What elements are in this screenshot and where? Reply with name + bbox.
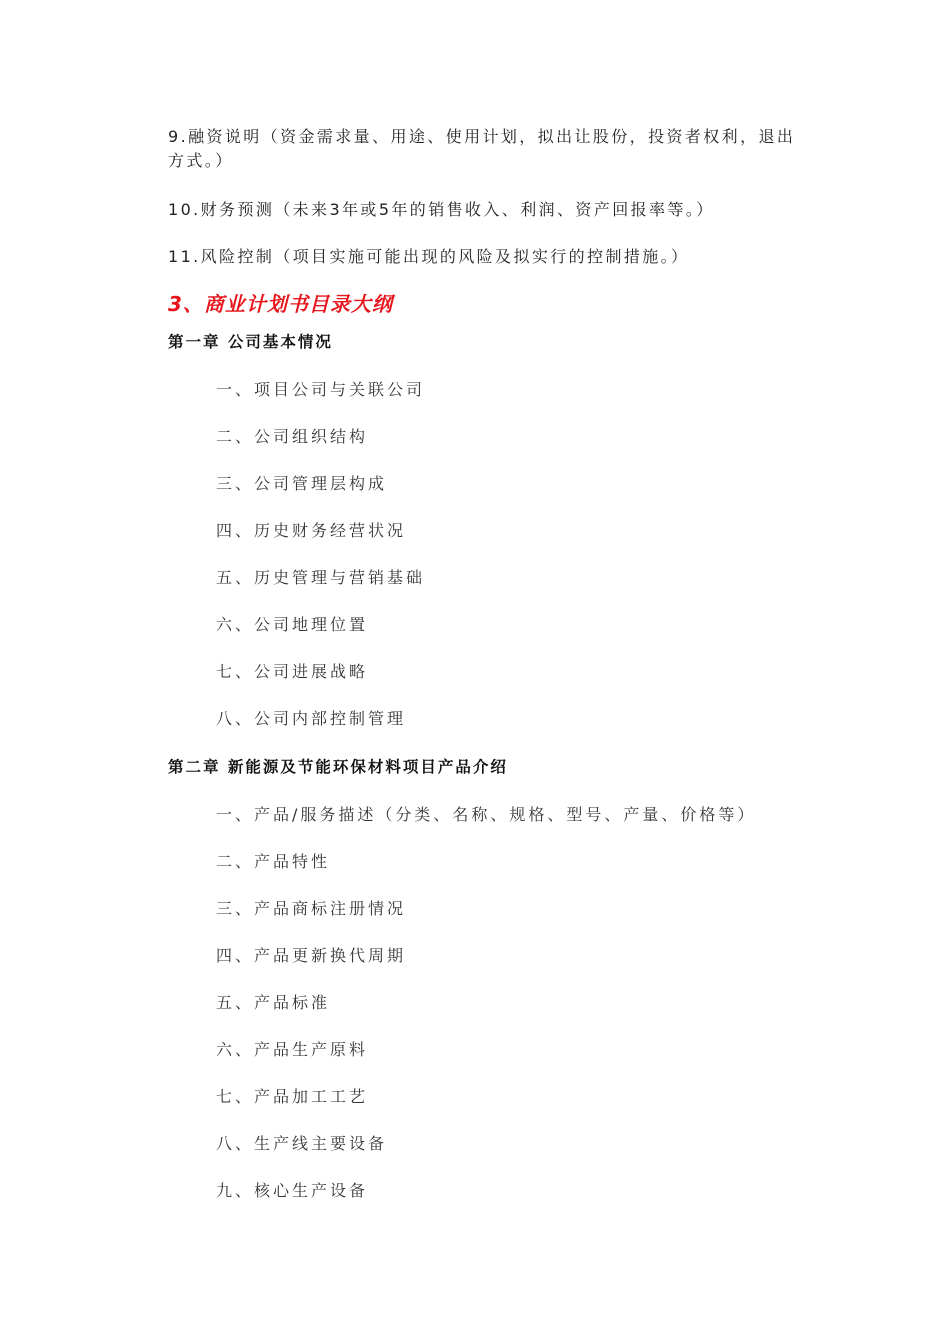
intro-item-forecast: 10.财务预测（未来3年或5年的销售收入、利润、资产回报率等。） (168, 200, 715, 219)
chapter-1-item: 六、公司地理位置 (216, 615, 369, 634)
chapter-2-item: 一、产品/服务描述（分类、名称、规格、型号、产量、价格等） (216, 805, 757, 824)
chapter-1-item: 四、历史财务经营状况 (216, 521, 407, 540)
chapter-2-item: 九、核心生产设备 (216, 1181, 369, 1200)
chapter-1-item: 七、公司进展战略 (216, 662, 369, 681)
chapter-2-item: 二、产品特性 (216, 852, 331, 871)
chapter-2-title: 第二章 新能源及节能环保材料项目产品介绍 (168, 758, 508, 776)
chapter-2-item: 八、生产线主要设备 (216, 1134, 388, 1153)
chapter-1-item: 二、公司组织结构 (216, 427, 369, 446)
chapter-2-item: 三、产品商标注册情况 (216, 899, 407, 918)
chapter-2-item: 七、产品加工工艺 (216, 1087, 369, 1106)
chapter-1-item: 三、公司管理层构成 (216, 474, 388, 493)
chapter-2-item: 四、产品更新换代周期 (216, 946, 407, 965)
chapter-1-item: 八、公司内部控制管理 (216, 709, 407, 728)
intro-item-risk: 11.风险控制（项目实施可能出现的风险及拟实行的控制措施。） (168, 247, 690, 266)
section-title: 3、商业计划书目录大纲 (168, 292, 393, 316)
chapter-2-item: 六、产品生产原料 (216, 1040, 369, 1059)
chapter-1-item: 一、项目公司与关联公司 (216, 380, 426, 399)
chapter-1-item: 五、历史管理与营销基础 (216, 568, 426, 587)
chapter-1-title: 第一章 公司基本情况 (168, 333, 333, 351)
intro-item-financing: 9.融资说明（资金需求量、用途、使用计划，拟出让股份，投资者权利，退出方式。） (168, 127, 796, 170)
chapter-2-item: 五、产品标准 (216, 993, 331, 1012)
